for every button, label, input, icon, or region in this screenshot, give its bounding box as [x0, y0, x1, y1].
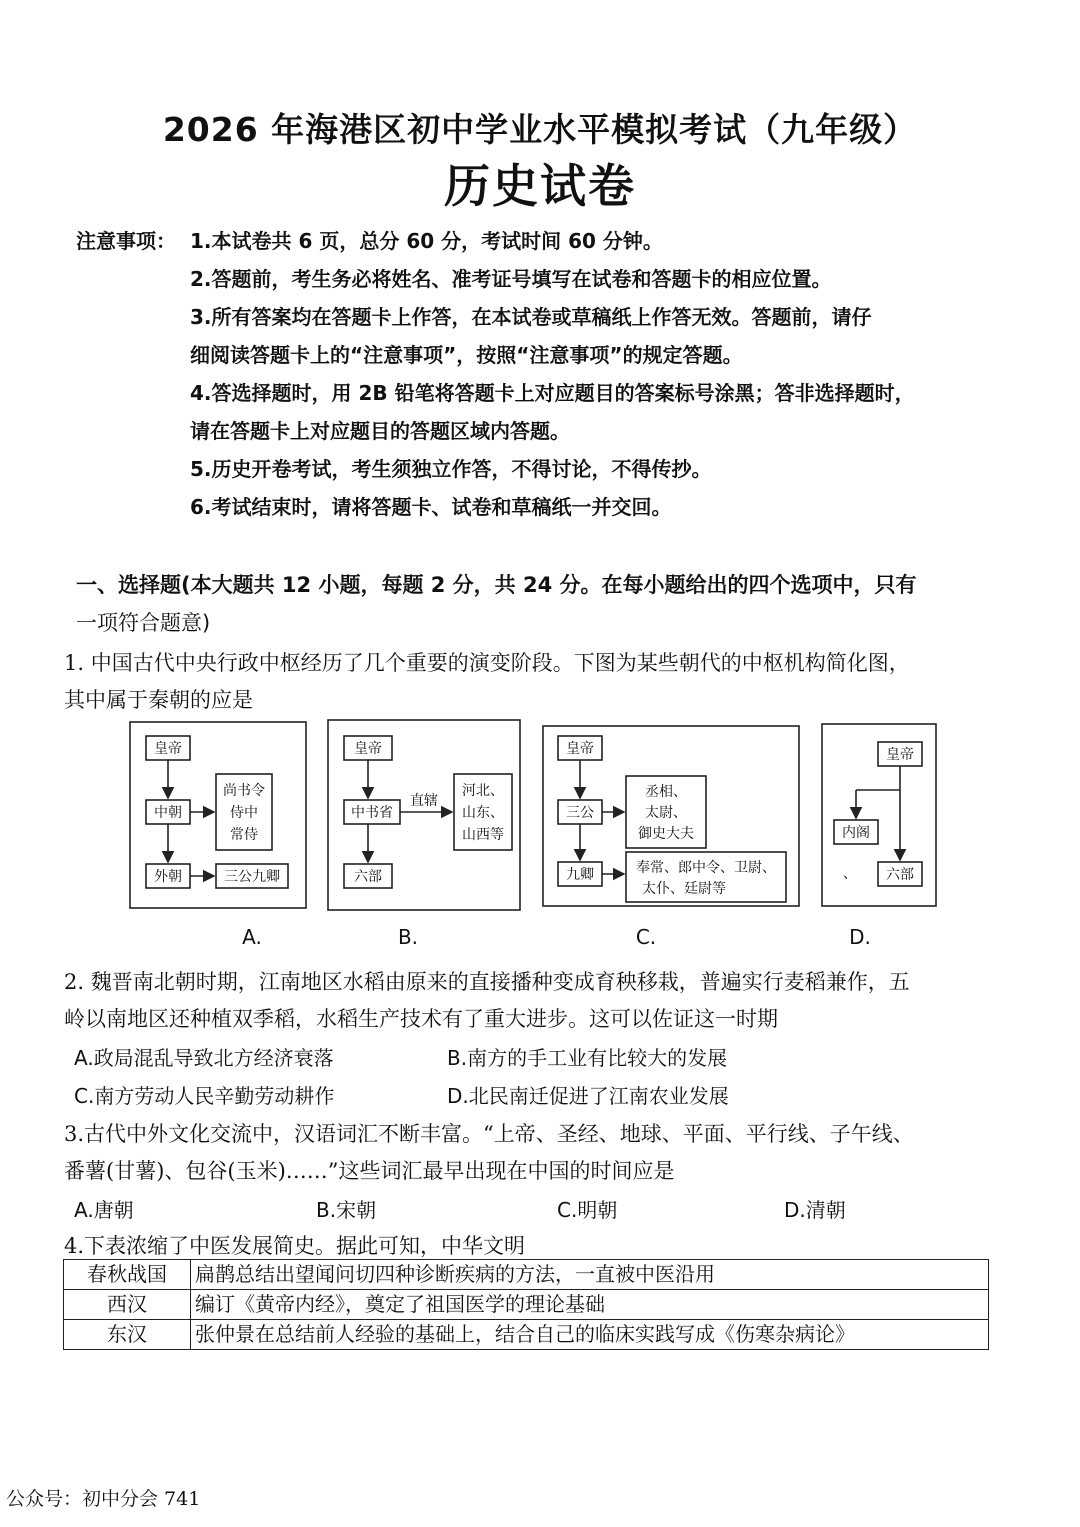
diagram-d-frame [822, 724, 936, 906]
section-heading: 一、选择题(本大题共 12 小题，每题 2 分，共 24 分。在每小题给出的四个选项中，只有 [76, 573, 917, 597]
notice-item: 4.答选择题时，用 2B 铅笔将答题卡上对应题目的答案标号涂黑；答非选择题时， [190, 381, 915, 405]
diagram-d-emperor: 皇帝 [886, 747, 914, 763]
diagram-d-ministries: 六部 [886, 867, 914, 883]
diagram-b-region: 山东、 [462, 805, 504, 821]
table-cell-event: 编订《黄帝内经》，奠定了祖国医学的理论基础 [191, 1290, 989, 1320]
footer-watermark: 公众号：初中分会 741 [6, 1488, 201, 1510]
notice-item: 1.本试卷共 6 页，总分 60 分，考试时间 60 分钟。 [190, 229, 663, 253]
diagram-b-emperor: 皇帝 [354, 741, 382, 757]
table-cell-period: 春秋战国 [64, 1260, 191, 1290]
diagram-b-region: 山西等 [462, 827, 504, 843]
diagram-c-minister: 奉常、郎中令、卫尉、 [636, 860, 776, 876]
diagram-a-official: 尚书令 [223, 783, 265, 799]
diagram-d-cabinet: 内阁 [842, 825, 870, 841]
option-d-label: D. [849, 925, 871, 949]
question-1-text: 1. 中国古代中央行政中枢经历了几个重要的演变阶段。下图为某些朝代的中枢机构简化图， [64, 651, 910, 675]
question-3-text: 3.古代中外文化交流中，汉语词汇不断丰富。“上帝、圣经、地球、平面、平行线、子午线、 [64, 1122, 914, 1146]
table-row [64, 1260, 989, 1290]
diagram-c-nine: 九卿 [566, 867, 594, 883]
diagram-b-secretariat: 中书省 [351, 805, 393, 821]
diagram-b-ministries: 六部 [354, 869, 382, 885]
diagram-c-three: 三公 [566, 805, 594, 821]
question-4-text: 4.下表浓缩了中医发展简史。据此可知，中华文明 [64, 1234, 526, 1258]
diagram-a-emperor: 皇帝 [154, 741, 182, 757]
table-cell-period: 西汉 [64, 1290, 191, 1320]
diagram-a-official: 常侍 [230, 827, 258, 843]
diagram-b-edge: 直辖 [410, 793, 438, 809]
diagram-a-ministers: 三公九卿 [224, 869, 280, 885]
q3-option-d[interactable]: D.清朝 [784, 1198, 846, 1222]
notice-item: 细阅读答题卡上的“注意事项”，按照“注意事项”的规定答题。 [190, 343, 743, 367]
q2-option-a[interactable]: A.政局混乱导致北方经济衰落 [74, 1046, 334, 1070]
table-cell-period: 东汉 [64, 1320, 191, 1350]
table-cell-event: 张仲景在总结前人经验的基础上，结合自己的临床实践写成《伤寒杂病论》 [191, 1320, 989, 1350]
notice-item: 3.所有答案均在答题卡上作答，在本试卷或草稿纸上作答无效。答题前，请仔 [190, 305, 872, 329]
diagram-c-official: 御史大夫 [638, 826, 694, 842]
table-row [64, 1320, 989, 1350]
question-2-text-cont: 岭以南地区还种植双季稻，水稻生产技术有了重大进步。这可以佐证这一时期 [64, 1007, 778, 1031]
option-b-label: B. [397, 925, 419, 949]
q3-option-c[interactable]: C.明朝 [557, 1198, 618, 1222]
question-3-text-cont: 番薯(甘薯)、包谷(玉米)……”这些词汇最早出现在中国的时间应是 [64, 1159, 675, 1183]
notice-item: 2.答题前，考生务必将姓名、准考证号填写在试卷和答题卡的相应位置。 [190, 267, 832, 291]
notice-item: 5.历史开卷考试，考生须独立作答，不得讨论，不得传抄。 [190, 457, 712, 481]
diagram-c-official: 丞相、 [645, 784, 687, 800]
option-c-label: C. [635, 925, 657, 949]
diagram-a-official: 侍中 [230, 805, 258, 821]
table-cell-event: 扁鹊总结出望闻问切四种诊断疾病的方法，一直被中医沿用 [191, 1260, 989, 1290]
subject-title: 历史试卷 [444, 159, 636, 213]
option-a-label: A. [242, 925, 262, 949]
q1-diagrams [0, 716, 1080, 956]
notice-label: 注意事项： [76, 229, 176, 253]
diagram-c-emperor: 皇帝 [566, 741, 594, 757]
diagram-b-region: 河北、 [462, 783, 504, 799]
notice-item: 6.考试结束时，请将答题卡、试卷和草稿纸一并交回。 [190, 495, 672, 519]
diagram-d-mark: 、 [843, 866, 857, 882]
question-2-text: 2. 魏晋南北朝时期，江南地区水稻由原来的直接播种变成育秧移栽，普遍实行麦稻兼作，五 [64, 970, 910, 994]
q2-option-d[interactable]: D.北民南迁促进了江南农业发展 [447, 1084, 729, 1108]
notice-item: 请在答题卡上对应题目的答题区域内答题。 [190, 419, 570, 443]
diagram-a-inner: 中朝 [154, 805, 182, 821]
q2-option-b[interactable]: B.南方的手工业有比较大的发展 [447, 1046, 728, 1070]
diagram-c-minister: 太仆、廷尉等 [642, 881, 726, 897]
table-row [64, 1290, 989, 1320]
exam-title: 2026 年海港区初中学业水平模拟考试（九年级） [162, 110, 918, 149]
section-heading-cont: 一项符合题意) [76, 611, 211, 635]
diagram-c-official: 太尉、 [645, 805, 687, 821]
q3-option-b[interactable]: B.宋朝 [316, 1198, 377, 1222]
diagram-a-outer: 外朝 [154, 869, 182, 885]
q3-option-a[interactable]: A.唐朝 [74, 1198, 134, 1222]
question-1-text-cont: 其中属于秦朝的应是 [64, 688, 253, 712]
medicine-history-table [63, 1259, 989, 1350]
q2-option-c[interactable]: C.南方劳动人民辛勤劳动耕作 [74, 1084, 335, 1108]
